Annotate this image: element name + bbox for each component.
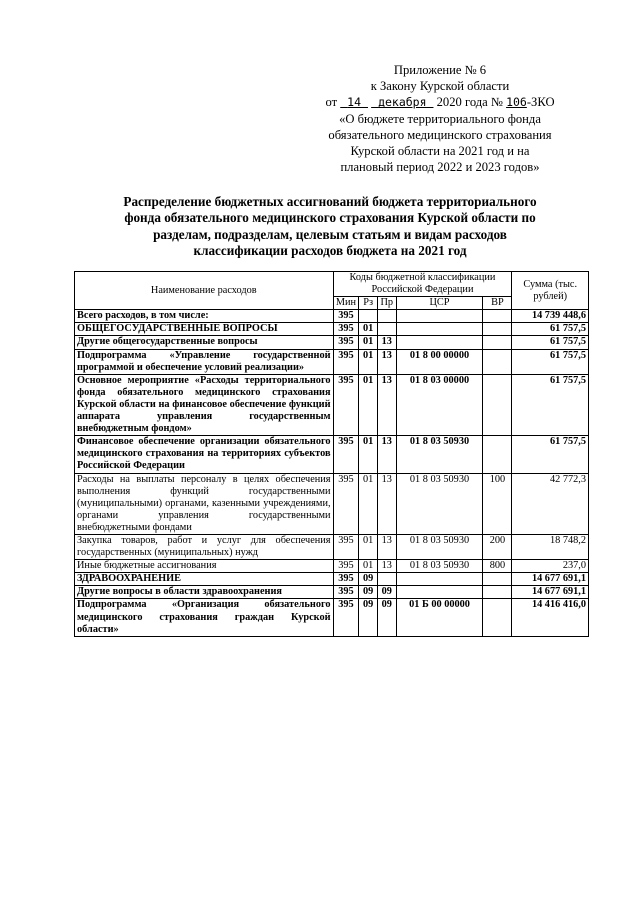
- row-csr: 01 8 00 00000: [396, 349, 483, 374]
- heading-line: разделам, подразделам, целевым статьям и видам расходов: [153, 226, 507, 242]
- row-vr: [483, 336, 512, 349]
- row-name: Другие общегосударственные вопросы: [75, 336, 334, 349]
- heading-line: классификации расходов бюджета на 2021 год: [193, 243, 467, 259]
- header-min: Мин: [333, 297, 359, 310]
- row-vr: 100: [483, 473, 512, 534]
- row-rz: 01: [359, 349, 378, 374]
- budget-table: [74, 271, 589, 637]
- header-codes: Коды бюджетной классификации Российской Федерации: [333, 272, 512, 297]
- table-row: [75, 310, 589, 323]
- row-sum: 61 757,5: [512, 374, 589, 435]
- row-rz: 01: [359, 473, 378, 534]
- row-pr: 13: [377, 336, 396, 349]
- row-pr: [377, 310, 396, 323]
- header-vr: ВР: [483, 297, 512, 310]
- annex-title-line: обязательного медицинского страхования: [328, 127, 552, 142]
- row-pr: 13: [377, 349, 396, 374]
- row-name: Подпрограмма «Управление государственной программой и обеспечение условий реализации»: [75, 349, 334, 374]
- row-sum: 61 757,5: [512, 336, 589, 349]
- row-vr: [483, 310, 512, 323]
- row-vr: [483, 436, 512, 473]
- row-csr: [396, 573, 483, 586]
- law-suffix: -ЗКО: [526, 95, 555, 110]
- row-sum: 42 772,3: [512, 473, 589, 534]
- row-pr: 13: [377, 374, 396, 435]
- row-min: 395: [333, 473, 359, 534]
- row-vr: [483, 374, 512, 435]
- row-csr: 01 8 03 50930: [396, 560, 483, 573]
- row-vr: [483, 349, 512, 374]
- table-row: [75, 573, 589, 586]
- row-csr: [396, 323, 483, 336]
- heading-line: Распределение бюджетных ассигнований бюджета территориального: [123, 194, 537, 209]
- row-name: Всего расходов, в том числе:: [75, 310, 334, 323]
- row-pr: [377, 573, 396, 586]
- row-name: ОБЩЕГОСУДАРСТВЕННЫЕ ВОПРОСЫ: [75, 323, 334, 336]
- row-sum: 61 757,5: [512, 323, 589, 336]
- row-csr: 01 8 03 50930: [396, 436, 483, 473]
- row-csr: 01 8 03 00000: [396, 374, 483, 435]
- row-vr: [483, 586, 512, 599]
- table-row: [75, 336, 589, 349]
- row-min: 395: [333, 349, 359, 374]
- table-row: [75, 599, 589, 636]
- row-pr: [377, 323, 396, 336]
- row-rz: 01: [359, 323, 378, 336]
- row-rz: 09: [359, 573, 378, 586]
- row-min: 395: [333, 534, 359, 559]
- row-csr: 01 Б 00 00000: [396, 599, 483, 636]
- annex-date-line: [280, 94, 600, 110]
- row-vr: [483, 599, 512, 636]
- row-name: Основное мероприятие «Расходы территориального фонда обязательного медицинского страхования Курской области на финансовое обеспечение функций аппарата управления государственным внебюджетным фондом»: [75, 374, 334, 435]
- row-name: Закупка товаров, работ и услуг для обеспечения государственных (муниципальных) нужд: [75, 534, 334, 559]
- row-csr: [396, 586, 483, 599]
- law-number: 106: [506, 95, 527, 110]
- heading-line: фонда обязательного медицинского страхования Курской области по: [124, 210, 536, 226]
- date-day: 14: [347, 95, 362, 110]
- row-vr: [483, 573, 512, 586]
- row-sum: 14 739 448,6: [512, 310, 589, 323]
- row-sum: 237,0: [512, 560, 589, 573]
- row-min: 395: [333, 436, 359, 473]
- row-rz: [359, 310, 378, 323]
- date-year: 2020 года №: [436, 95, 503, 110]
- row-min: 395: [333, 586, 359, 599]
- row-name: Другие вопросы в области здравоохранения: [75, 586, 334, 599]
- row-vr: 200: [483, 534, 512, 559]
- row-min: 395: [333, 323, 359, 336]
- annex-title-line: «О бюджете территориального фонда: [339, 111, 541, 126]
- header-pr: Пр: [377, 297, 396, 310]
- row-sum: 18 748,2: [512, 534, 589, 559]
- date-prefix: от: [325, 95, 338, 110]
- row-csr: [396, 310, 483, 323]
- annex-law-reference: к Закону Курской области: [370, 79, 510, 94]
- annex-title-line: плановый период 2022 и 2023 годов»: [340, 160, 540, 175]
- row-name: Финансовое обеспечение организации обязательного медицинского страхования на территориях субъектов Российской Федерации: [75, 436, 334, 473]
- row-min: 395: [333, 310, 359, 323]
- row-sum: 61 757,5: [512, 349, 589, 374]
- row-sum: 14 416 416,0: [512, 599, 589, 636]
- row-pr: 13: [377, 534, 396, 559]
- row-name: Иные бюджетные ассигнования: [75, 560, 334, 573]
- table-row: [75, 560, 589, 573]
- annex-number: Приложение № 6: [393, 63, 487, 77]
- row-vr: [483, 323, 512, 336]
- header-name: Наименование расходов: [75, 272, 334, 310]
- row-rz: 01: [359, 534, 378, 559]
- row-pr: 13: [377, 473, 396, 534]
- table-row: [75, 473, 589, 534]
- row-rz: 01: [359, 560, 378, 573]
- annex-block: [280, 62, 600, 175]
- row-min: 395: [333, 573, 359, 586]
- header-sum: Сумма (тыс. рублей): [512, 272, 589, 310]
- row-rz: 01: [359, 374, 378, 435]
- header-rz: Рз: [359, 297, 378, 310]
- date-month: декабря: [378, 95, 427, 110]
- row-min: 395: [333, 599, 359, 636]
- row-csr: 01 8 03 50930: [396, 473, 483, 534]
- row-rz: 09: [359, 586, 378, 599]
- document-heading: [70, 194, 590, 260]
- row-rz: 01: [359, 336, 378, 349]
- row-pr: 09: [377, 586, 396, 599]
- row-pr: 13: [377, 436, 396, 473]
- row-csr: 01 8 03 50930: [396, 534, 483, 559]
- row-name: Расходы на выплаты персоналу в целях обеспечения выполнения функций государственными (муниципальными) органами, казенными учреждениями, органами управления государственными внебюджетными фондами: [75, 473, 334, 534]
- row-name: Подпрограмма «Организация обязательного медицинского страхования граждан Курской области»: [75, 599, 334, 636]
- row-min: 395: [333, 560, 359, 573]
- row-rz: 09: [359, 599, 378, 636]
- table-row: [75, 436, 589, 473]
- row-rz: 01: [359, 436, 378, 473]
- row-vr: 800: [483, 560, 512, 573]
- row-min: 395: [333, 336, 359, 349]
- row-name: ЗДРАВООХРАНЕНИЕ: [75, 573, 334, 586]
- row-pr: 13: [377, 560, 396, 573]
- table-row: [75, 323, 589, 336]
- table-row: [75, 349, 589, 374]
- table-row: [75, 534, 589, 559]
- row-pr: 09: [377, 599, 396, 636]
- annex-title-line: Курской области на 2021 год и на: [350, 144, 530, 159]
- table-row: [75, 374, 589, 435]
- row-sum: 14 677 691,1: [512, 586, 589, 599]
- header-csr: ЦСР: [396, 297, 483, 310]
- row-csr: [396, 336, 483, 349]
- row-sum: 61 757,5: [512, 436, 589, 473]
- row-min: 395: [333, 374, 359, 435]
- table-row: [75, 586, 589, 599]
- row-sum: 14 677 691,1: [512, 573, 589, 586]
